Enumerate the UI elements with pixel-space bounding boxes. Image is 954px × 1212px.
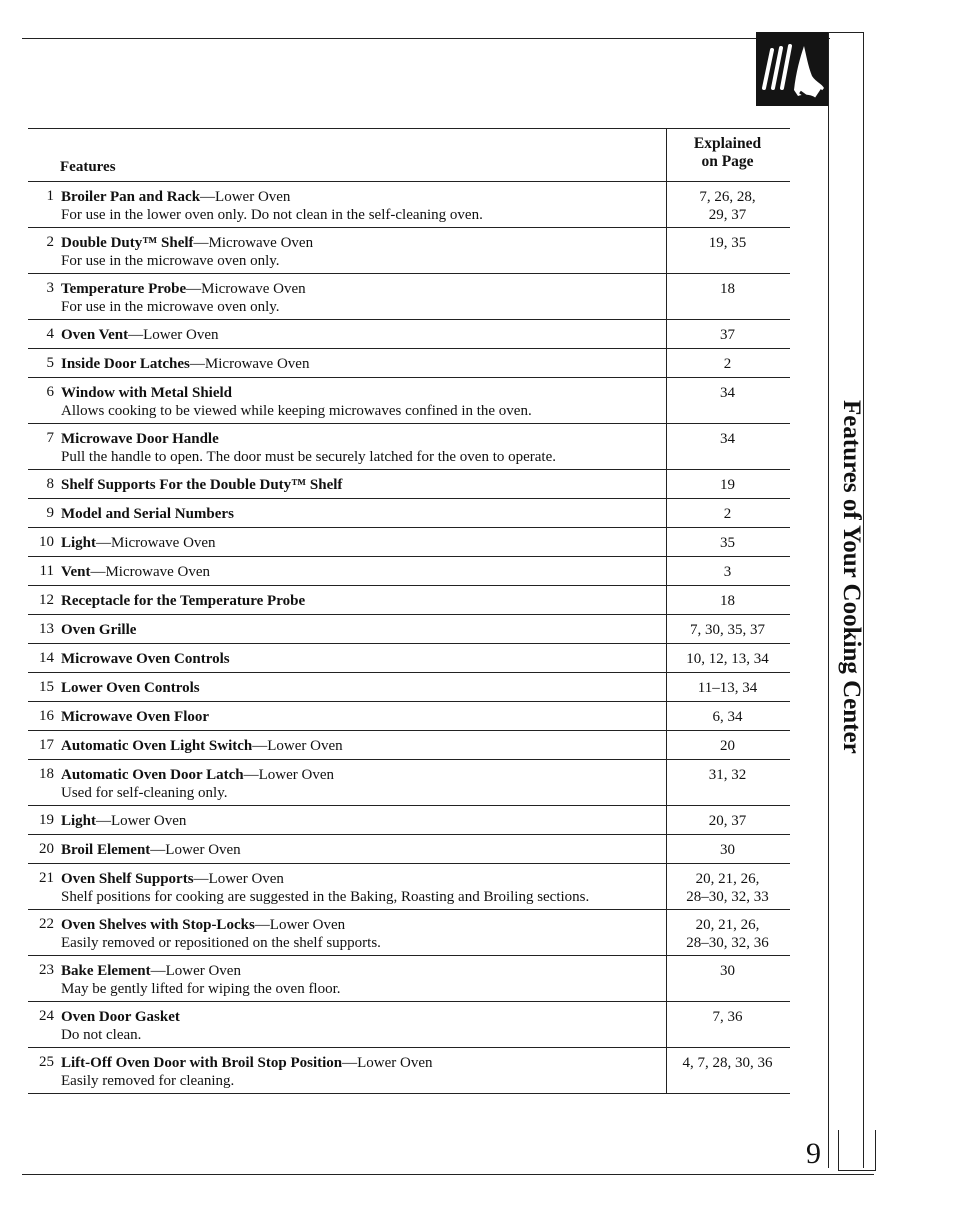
feature-location: —Lower Oven <box>150 842 241 858</box>
feature-title-line <box>61 592 661 610</box>
table-row <box>28 228 790 274</box>
feature-title-line <box>61 534 661 552</box>
feature-name: Automatic Oven Light Switch <box>61 738 253 754</box>
feature-description <box>61 812 661 830</box>
table-row <box>28 673 790 702</box>
explained-on-page: 2 <box>666 349 788 377</box>
feature-title-line <box>61 384 661 402</box>
feature-location: —Microwave Oven <box>193 235 314 251</box>
feature-title-line <box>61 621 661 639</box>
feature-number: 12 <box>39 592 54 608</box>
feature-name: Broil Element <box>61 842 151 858</box>
explained-on-page: 7, 36 <box>666 1002 788 1047</box>
table-row <box>28 644 790 673</box>
feature-number: 23 <box>39 962 54 978</box>
feature-title-line <box>61 962 661 980</box>
feature-location: —Microwave Oven <box>96 535 216 551</box>
feature-description <box>61 505 661 523</box>
feature-name: Lift-Off Oven Door with Broil Stop Position <box>61 1055 343 1071</box>
feature-description <box>61 737 661 755</box>
feature-description <box>61 708 661 726</box>
feature-name: Vent <box>61 564 91 580</box>
feature-location: —Lower Oven <box>243 767 335 783</box>
feature-name: Oven Door Gasket <box>61 1009 180 1025</box>
table-row <box>28 499 790 528</box>
feature-description <box>61 384 661 420</box>
explained-on-page: 10, 12, 13, 34 <box>666 644 788 672</box>
feature-name: Oven Vent <box>61 327 129 343</box>
page-column-header-line2: on Page <box>701 153 754 170</box>
page-column-header <box>666 129 788 181</box>
table-row <box>28 528 790 557</box>
explained-on-page: 18 <box>666 586 788 614</box>
feature-name: Broiler Pan and Rack <box>61 189 201 205</box>
table-row <box>28 910 790 956</box>
feature-note: Easily removed or repositioned on the shelf supports. <box>61 935 381 951</box>
feature-number: 4 <box>46 326 54 342</box>
feature-name: Microwave Oven Floor <box>61 709 210 725</box>
bottom-rule <box>22 1174 874 1175</box>
feature-description <box>61 326 661 344</box>
feature-description <box>61 621 661 639</box>
feature-note: May be gently lifted for wiping the oven floor. <box>61 981 341 997</box>
feature-number: 2 <box>46 234 54 250</box>
feature-note: Allows cooking to be viewed while keeping microwaves confined in the oven. <box>61 403 532 419</box>
feature-number: 11 <box>39 563 54 579</box>
table-row <box>28 760 790 806</box>
feature-description <box>61 476 661 494</box>
feature-title-line <box>61 916 661 934</box>
feature-location: —Lower Oven <box>150 963 241 979</box>
table-row <box>28 378 790 424</box>
feature-number: 16 <box>39 708 54 724</box>
feature-number: 24 <box>39 1008 54 1024</box>
feature-description <box>61 870 661 906</box>
explained-on-page: 19, 35 <box>666 228 788 273</box>
feature-name: Microwave Oven Controls <box>61 651 230 667</box>
feature-name: Oven Shelf Supports <box>61 871 194 887</box>
feature-number: 22 <box>39 916 54 932</box>
explained-on-page: 30 <box>666 835 788 863</box>
feature-number: 1 <box>46 188 54 204</box>
table-row <box>28 731 790 760</box>
feature-note: For use in the microwave oven only. <box>61 299 280 315</box>
feature-name: Receptacle for the Temperature Probe <box>61 593 306 609</box>
table-row <box>28 182 790 228</box>
feature-name: Temperature Probe <box>61 281 187 297</box>
table-row <box>28 1048 790 1094</box>
explained-on-page: 20, 21, 26, 28–30, 32, 33 <box>666 864 788 909</box>
feature-title-line <box>61 505 661 523</box>
explained-on-page: 34 <box>666 424 788 469</box>
feature-note: Do not clean. <box>61 1027 142 1043</box>
explained-on-page: 3 <box>666 557 788 585</box>
table-row <box>28 274 790 320</box>
feature-name: Microwave Door Handle <box>61 431 219 447</box>
feature-location: —Lower Oven <box>254 917 346 933</box>
feature-description <box>61 650 661 668</box>
page-column-header-line1: Explained <box>693 135 762 152</box>
table-row <box>28 557 790 586</box>
feature-note: Shelf positions for cooking are suggested in the Baking, Roasting and Broiling sections. <box>61 889 590 905</box>
table-row <box>28 615 790 644</box>
feature-description <box>61 679 661 697</box>
feature-title-line <box>61 1008 661 1026</box>
feature-title-line <box>61 870 661 888</box>
feature-title-line <box>61 563 661 581</box>
feature-title-line <box>61 708 661 726</box>
feature-name: Model and Serial Numbers <box>61 506 234 522</box>
feature-title-line <box>61 841 661 859</box>
table-row <box>28 424 790 470</box>
feature-number: 15 <box>39 679 54 695</box>
feature-note: For use in the lower oven only. Do not clean in the self-cleaning oven. <box>61 207 483 223</box>
table-body <box>28 182 790 1094</box>
section-side-title: Features of Your Cooking Center <box>838 400 865 754</box>
feature-description <box>61 534 661 552</box>
feature-number: 9 <box>46 505 54 521</box>
feature-location: —Lower Oven <box>342 1055 433 1071</box>
feature-description <box>61 234 661 270</box>
feature-title-line <box>61 1054 661 1072</box>
table-row <box>28 1002 790 1048</box>
feature-description <box>61 766 661 802</box>
features-column-header: Features <box>60 159 116 175</box>
feature-note: Pull the handle to open. The door must be securely latched for the oven to operate. <box>61 449 556 465</box>
page-number: 9 <box>806 1137 821 1170</box>
feature-description <box>61 280 661 316</box>
feature-description <box>61 916 661 952</box>
explained-on-page: 19 <box>666 470 788 498</box>
feature-note: Used for self-cleaning only. <box>61 785 228 801</box>
table-row <box>28 586 790 615</box>
explained-on-page: 2 <box>666 499 788 527</box>
feature-name: Window with Metal Shield <box>61 385 232 401</box>
table-row <box>28 470 790 499</box>
feature-number: 5 <box>46 355 54 371</box>
explained-on-page: 20 <box>666 731 788 759</box>
hand-pointer-logo-icon <box>756 32 828 106</box>
feature-number: 18 <box>39 766 54 782</box>
feature-number: 20 <box>39 841 54 857</box>
feature-location: —Microwave Oven <box>186 281 306 297</box>
feature-note: Easily removed for cleaning. <box>61 1073 235 1089</box>
feature-number: 19 <box>39 812 54 828</box>
feature-name: Oven Shelves with Stop-Locks <box>61 917 255 933</box>
feature-name: Light <box>61 813 97 829</box>
feature-number: 8 <box>46 476 54 492</box>
feature-number: 3 <box>46 280 54 296</box>
feature-description <box>61 563 661 581</box>
explained-on-page: 35 <box>666 528 788 556</box>
feature-title-line <box>61 326 661 344</box>
feature-name: Automatic Oven Door Latch <box>61 767 244 783</box>
feature-title-line <box>61 812 661 830</box>
explained-on-page: 37 <box>666 320 788 348</box>
feature-description <box>61 188 661 224</box>
feature-title-line <box>61 737 661 755</box>
feature-title-line <box>61 679 661 697</box>
feature-name: Light <box>61 535 97 551</box>
table-row <box>28 864 790 910</box>
table-row <box>28 702 790 731</box>
feature-note: For use in the microwave oven only. <box>61 253 280 269</box>
explained-on-page: 31, 32 <box>666 760 788 805</box>
feature-location: —Microwave Oven <box>189 356 310 372</box>
feature-number: 6 <box>46 384 54 400</box>
explained-on-page: 20, 37 <box>666 806 788 834</box>
feature-name: Oven Grille <box>61 622 137 638</box>
feature-name: Lower Oven Controls <box>61 680 200 696</box>
feature-name: Inside Door Latches <box>61 356 190 372</box>
table-header <box>28 128 790 182</box>
table-row <box>28 320 790 349</box>
feature-title-line <box>61 430 661 448</box>
table-row <box>28 956 790 1002</box>
feature-title-line <box>61 280 661 298</box>
explained-on-page: 4, 7, 28, 30, 36 <box>666 1048 788 1093</box>
feature-description <box>61 1008 661 1044</box>
feature-title-line <box>61 188 661 206</box>
feature-name: Shelf Supports For the Double Duty™ Shelf <box>61 477 343 493</box>
feature-number: 14 <box>39 650 54 666</box>
feature-location: —Lower Oven <box>200 189 291 205</box>
feature-number: 21 <box>39 870 54 886</box>
feature-number: 13 <box>39 621 54 637</box>
table-row <box>28 835 790 864</box>
feature-description <box>61 592 661 610</box>
feature-location: —Microwave Oven <box>90 564 210 580</box>
feature-description <box>61 962 661 998</box>
feature-number: 25 <box>39 1054 54 1070</box>
page-number-box <box>838 1130 876 1171</box>
feature-number: 7 <box>46 430 54 446</box>
explained-on-page: 20, 21, 26, 28–30, 32, 36 <box>666 910 788 955</box>
explained-on-page: 7, 26, 28, 29, 37 <box>666 182 788 227</box>
explained-on-page: 11–13, 34 <box>666 673 788 701</box>
explained-on-page: 6, 34 <box>666 702 788 730</box>
explained-on-page: 18 <box>666 274 788 319</box>
explained-on-page: 30 <box>666 956 788 1001</box>
feature-number: 17 <box>39 737 54 753</box>
feature-location: —Lower Oven <box>252 738 343 754</box>
table-row <box>28 349 790 378</box>
feature-location: —Lower Oven <box>128 327 219 343</box>
features-table <box>28 128 790 1094</box>
table-row <box>28 806 790 835</box>
feature-title-line <box>61 766 661 784</box>
feature-location: —Lower Oven <box>193 871 284 887</box>
feature-title-line <box>61 355 661 373</box>
feature-description <box>61 430 661 466</box>
feature-description <box>61 1054 661 1090</box>
feature-description <box>61 841 661 859</box>
feature-description <box>61 355 661 373</box>
explained-on-page: 7, 30, 35, 37 <box>666 615 788 643</box>
feature-name: Bake Element <box>61 963 151 979</box>
explained-on-page: 34 <box>666 378 788 423</box>
feature-name: Double Duty™ Shelf <box>61 235 194 251</box>
feature-title-line <box>61 234 661 252</box>
top-rule <box>22 38 830 39</box>
feature-location: —Lower Oven <box>96 813 187 829</box>
feature-title-line <box>61 650 661 668</box>
feature-number: 10 <box>39 534 54 550</box>
feature-title-line <box>61 476 661 494</box>
